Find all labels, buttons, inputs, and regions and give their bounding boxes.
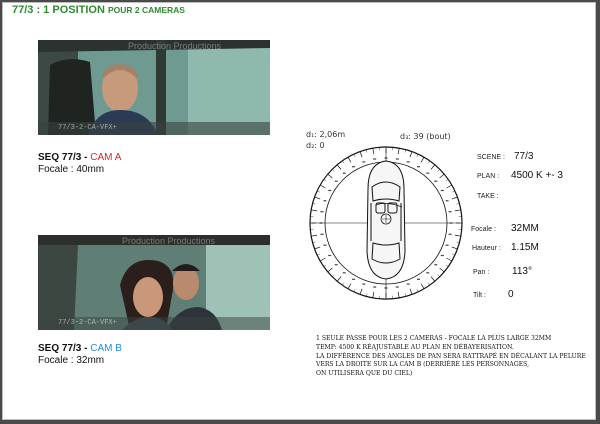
protractor-graduation-mark (396, 286, 399, 287)
cam-a-watermark: Production Productions (128, 41, 222, 51)
cam-a-seq-label: SEQ 77/3 - CAM A (38, 152, 122, 163)
storyboard-page (2, 2, 596, 420)
protractor-graduation-mark (352, 279, 355, 280)
cam-b-timecode: 77/3-2-CA-VFX+ (58, 319, 117, 327)
scene-value: 77/3 (514, 151, 534, 162)
protractor-graduation-mark (449, 234, 452, 235)
note-line: LA DIFFÉRENCE DES ANGLES DE PAN SERA RATTRAPÉ EN DÉCALANT LA PELURE (316, 352, 586, 360)
protractor-graduation-mark (320, 234, 323, 235)
protractor-graduation-mark (320, 211, 323, 212)
pan-value: 113° (512, 266, 532, 277)
handwritten-distance-2: d₂: 0 (306, 141, 325, 150)
cam-b-name: CAM B (90, 343, 122, 354)
protractor-graduation-mark (396, 158, 399, 159)
cam-b-still (38, 235, 270, 330)
protractor-graduation-mark (343, 272, 346, 273)
plan-value: 4500 K +- 3 (511, 170, 563, 181)
protractor-graduation-mark (446, 245, 449, 246)
protractor-graduation-mark (426, 173, 429, 174)
protractor-graduation-mark (373, 286, 376, 287)
protractor-graduation-mark (434, 181, 437, 182)
protractor-graduation-mark (335, 181, 338, 182)
cam-a-photo (38, 40, 270, 135)
cam-b-focale: Focale : 32mm (38, 355, 105, 366)
take-label: TAKE : (477, 193, 499, 200)
focale-value: 32MM (511, 223, 539, 234)
protractor-graduation-mark (362, 283, 365, 284)
protractor-graduation-mark (328, 255, 331, 256)
note-line: 1 SEULE PASSE POUR LES 2 CAMERAS - FOCALE LA PLUS LARGE 32MM (316, 335, 552, 342)
protractor-graduation-mark (434, 264, 437, 265)
hauteur-label: Hauteur : (472, 245, 501, 252)
protractor-graduation-mark (426, 272, 429, 273)
handwritten-distance-3: d₃: 39 (bout) (400, 132, 451, 141)
cam-a-name: CAM A (90, 152, 122, 163)
title-main: 77/3 : 1 POSITION (12, 4, 108, 16)
cam-a-timecode: 77/3-2-CA-VFX+ (58, 124, 117, 132)
cam-b-watermark: Production Productions (122, 236, 216, 246)
hauteur-value: 1.15M (511, 242, 539, 253)
protractor-graduation-mark (328, 190, 331, 191)
protractor-graduation-mark (335, 264, 338, 265)
plan-label: PLAN : (477, 173, 500, 180)
protractor-graduation-mark (441, 190, 444, 191)
pan-label: Pan : (473, 269, 490, 276)
note-line: TEMP: 4500 K RÉAJUSTABLE AU PLAN EN DÉBAYERISATION. (316, 343, 514, 351)
protractor-graduation-mark (407, 283, 410, 284)
handwritten-distance-1: d₁: 2,06m (306, 130, 346, 139)
cam-a-focale: Focale : 40mm (38, 164, 105, 175)
protractor-graduation-mark (441, 255, 444, 256)
tilt-value: 0 (508, 289, 514, 300)
title-small-caps: POUR 2 CAMERAS (107, 5, 185, 15)
cam-a-still (38, 40, 270, 135)
focale-label: Focale : (471, 226, 496, 233)
page-title (12, 4, 185, 16)
protractor-graduation-mark (352, 166, 355, 167)
protractor-graduation-mark (343, 173, 346, 174)
cam-b-seq-label: SEQ 77/3 - CAM B (38, 343, 122, 354)
production-notes (316, 335, 588, 379)
tilt-label: Tilt : (473, 292, 486, 299)
protractor-graduation-mark (362, 161, 365, 162)
protractor-diagram (306, 143, 466, 303)
note-line: VERS LA DROITE SUR LA CAM B (DERRIÈRE LES PERSONNAGES, (316, 361, 530, 369)
protractor-graduation-mark (407, 161, 410, 162)
protractor-graduation-mark (323, 200, 326, 201)
note-line: ON UTILISERA QUE DU CIEL) (316, 370, 413, 378)
protractor-graduation-mark (449, 211, 452, 212)
protractor-graduation-mark (417, 279, 420, 280)
protractor-graduation-mark (446, 200, 449, 201)
protractor-graduation-mark (323, 245, 326, 246)
protractor-graduation-mark (373, 158, 376, 159)
scene-label: SCENE : (477, 154, 506, 161)
cam-b-photo (38, 235, 270, 330)
protractor-graduation-mark (417, 166, 420, 167)
